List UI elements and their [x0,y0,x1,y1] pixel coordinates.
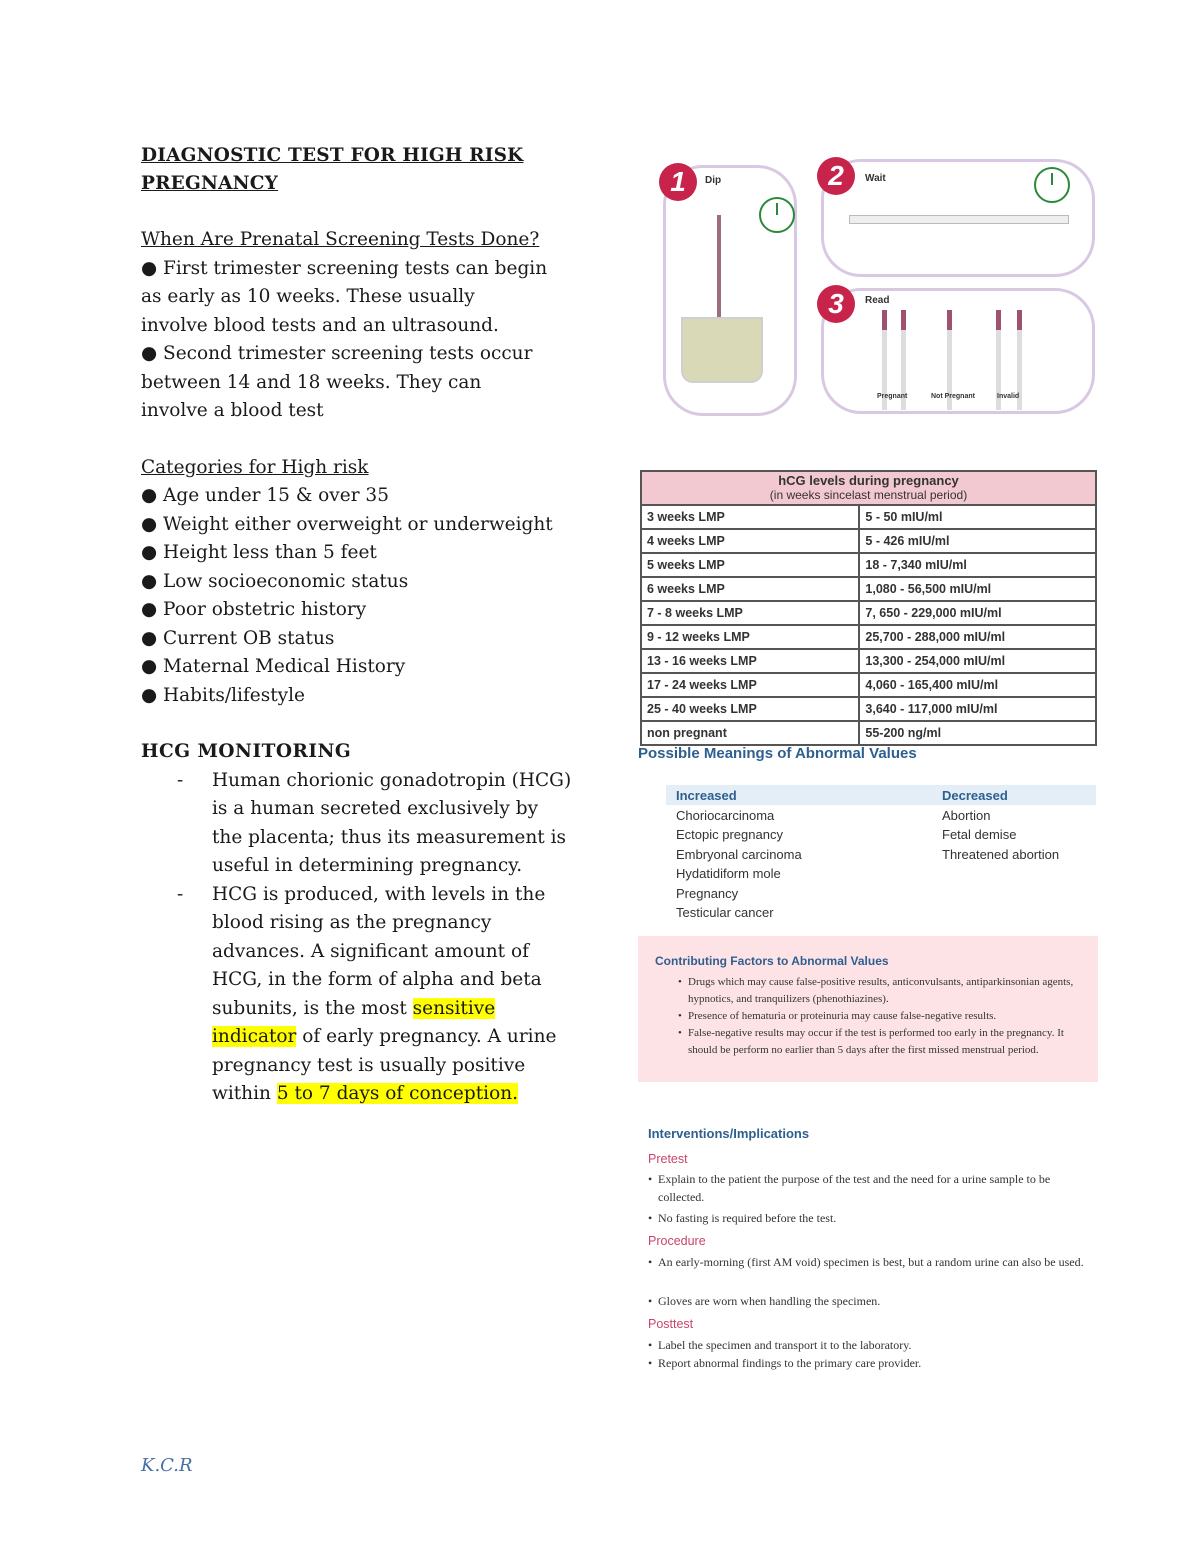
screening-line: ● First trimester screening tests can begin [141,257,548,279]
category-item: ● Low socioeconomic status [141,570,409,592]
decreased-column [942,786,1059,864]
decreased-heading: Decreased [942,788,1008,803]
document-title-line2: PREGNANCY [141,173,279,194]
decreased-item: Abortion [942,807,991,823]
table-row: 25 - 40 weeks LMP 3,640 - 117,000 mIU/ml [641,697,1096,721]
highlight-conception: 5 to 7 days of conception. [276,1083,518,1104]
table-row: non pregnant 55-200 ng/ml [641,721,1096,745]
step1-number: 1 [659,163,697,201]
category-item: ● Habits/lifestyle [141,684,305,706]
table-row: 4 weeks LMP 5 - 426 mIU/ml [641,529,1096,553]
procedure-heading: Procedure [648,1234,706,1248]
table-row: 17 - 24 weeks LMP 4,060 - 165,400 mIU/ml [641,673,1096,697]
urine-cup [681,317,763,383]
document-title-line1: DIAGNOSTIC TEST FOR HIGH RISK [141,145,524,166]
step1-label: Dip [705,175,722,186]
pretest-heading: Pretest [648,1152,688,1166]
increased-item: Testicular cancer [676,905,774,920]
hcg-levels-table [640,470,1097,746]
contributing-item: • False-negative results may occur if the test is performed too early in the pregnancy. It should be perform no earlier than 5 days after the first missed menstrual period. [678,1025,1088,1059]
table-row: 9 - 12 weeks LMP 25,700 - 288,000 mIU/ml [641,625,1096,649]
table-row: 5 weeks LMP 18 - 7,340 mIU/ml [641,553,1096,577]
categories-heading: Categories for High risk [141,456,369,478]
increased-column [676,786,802,923]
intervention-item: • Report abnormal findings to the primary care provider. [648,1354,1098,1372]
left-column [141,142,571,1109]
intervention-item: • Label the specimen and transport it to the laboratory. [648,1336,1098,1354]
screening-line: involve blood tests and an ultrasound. [141,314,499,336]
posttest-heading: Posttest [648,1317,694,1331]
footer-initials: K.C.R [141,1455,193,1476]
decreased-item: Threatened abortion [942,846,1060,862]
table-row: 7 - 8 weeks LMP 7, 650 - 229,000 mIU/ml [641,601,1096,625]
timer-icon [1034,167,1070,203]
step2-label: Wait [865,173,886,184]
contributing-list [678,974,1088,1059]
category-item: ● Height less than 5 feet [141,542,377,563]
step2-number: 2 [817,157,855,195]
contributing-item: • Drugs which may cause false-positive results, anticonvulsants, antiparkinsonian agents, hypnotics, and tranquilizers (phenothiazines). [678,974,1088,1008]
pregnancy-test-steps-figure [639,145,1094,420]
timer-icon [759,197,795,233]
screening-line: ● Second trimester screening tests occur [141,343,533,364]
increased-item: Embryonal carcinoma [676,846,802,862]
screening-line: as early as 10 weeks. These usually [141,286,475,307]
hcg-levels-table-figure [640,470,1097,740]
contributing-factors-figure [638,936,1098,1082]
table-subtitle: (in weeks sincelast menstrual period) [769,488,968,502]
result-label-pregnant: Pregnant [877,393,908,400]
category-item: ● Poor obstetric history [141,599,367,620]
highlight-sensitive-indicator: sensitive indicator [212,997,496,1047]
intervention-item: • No fasting is required before the test. [648,1209,1098,1227]
category-item: ● Age under 15 & over 35 [141,485,389,506]
increased-item: Choriocarcinoma [676,807,775,823]
screening-line: involve a blood test [141,400,324,421]
table-row: 6 weeks LMP 1,080 - 56,500 mIU/ml [641,577,1096,601]
interventions-title: Interventions/Implications [648,1126,810,1141]
interventions-figure [638,1122,1091,1396]
hcg-item: - HCG is produced, with levels in the blood rising as the pregnancy advances. A significant amount of HCG, in the form of alpha and beta subunits, is the most sensitive indicator of early pregnancy. A urine pregnancy test is usually positive within 5 to 7 days of conception. [141,881,572,1109]
intervention-item: • Gloves are worn when handling the specimen. [648,1292,1098,1310]
result-label-invalid: Invalid [997,393,1020,400]
abnormal-values-figure [638,745,1098,925]
step3-label: Read [865,295,890,306]
hcg-heading: HCG MONITORING [141,741,352,762]
increased-heading: Increased [676,788,737,803]
intervention-item: • Explain to the patient the purpose of the test and the need for a urine sample to be collected. [648,1170,1098,1206]
step3-number: 3 [817,285,855,323]
screening-heading: When Are Prenatal Screening Tests Done? [141,229,540,250]
increased-item: Pregnancy [676,885,739,901]
category-item: ● Current OB status [141,627,335,649]
decreased-item: Fetal demise [942,827,1017,842]
increased-item: Ectopic pregnancy [676,827,783,842]
test-strip-horizontal [849,215,1069,224]
hcg-item: - Human chorionic gonadotropin (HCG) is a human secreted exclusively by the placenta; thus its measurement is useful in determining pregnancy. [141,767,572,881]
table-row: 13 - 16 weeks LMP 13,300 - 254,000 mIU/ml [641,649,1096,673]
contributing-item: • Presence of hematuria or proteinuria may cause false-negative results. [678,1008,1088,1025]
table-title: hCG levels during pregnancy [778,473,959,488]
category-item: ● Weight either overweight or underweight [141,513,553,535]
intervention-item: • An early-morning (first AM void) specimen is best, but a random urine can also be used. [648,1253,1098,1271]
hcg-list [141,767,571,1109]
category-item: ● Maternal Medical History [141,656,406,677]
contributing-title: Contributing Factors to Abnormal Values [655,954,889,968]
result-label-not-pregnant: Not Pregnant [931,393,975,400]
increased-item: Hydatidiform mole [676,866,781,881]
screening-line: between 14 and 18 weeks. They can [141,371,482,393]
abnormal-title: Possible Meanings of Abnormal Values [638,745,917,762]
table-row: 3 weeks LMP 5 - 50 mIU/ml [641,505,1096,529]
